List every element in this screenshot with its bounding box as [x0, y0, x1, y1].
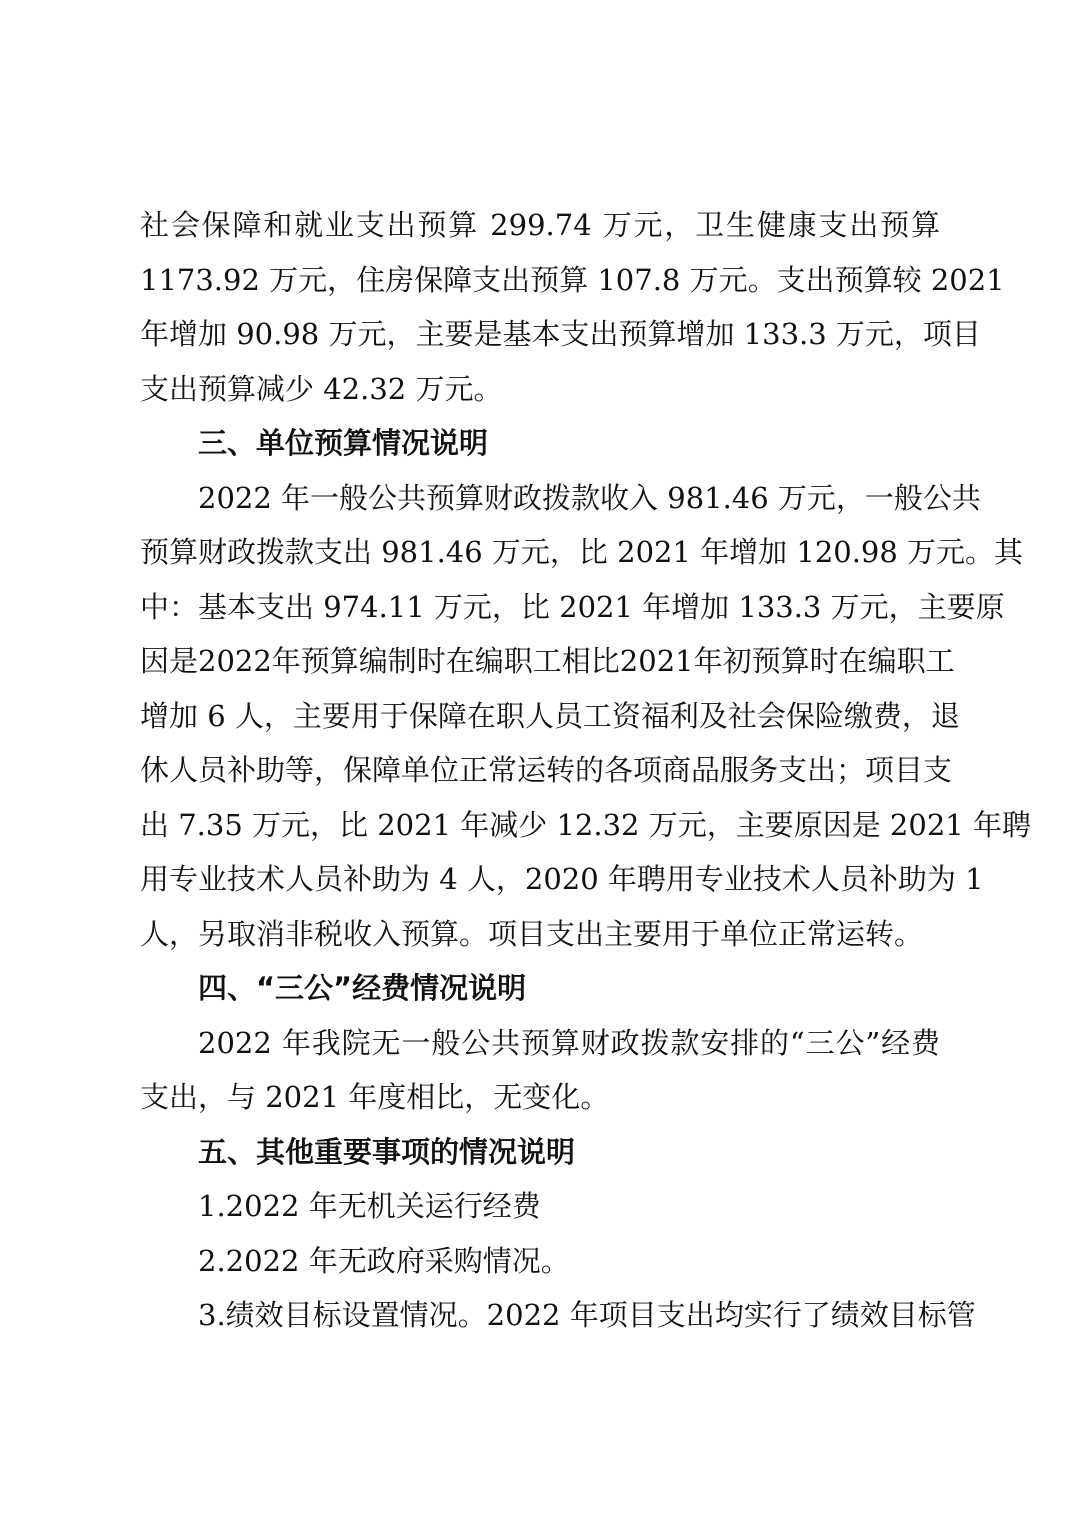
paragraph-line: 人，另取消非税收入预算。项目支出主要用于单位正常运转。	[140, 916, 924, 951]
paragraph-line: 因是2022年预算编制时在编职工相比2021年初预算时在编职工	[140, 644, 955, 678]
paragraph-line: 2022 年一般公共预算财政拨款收入 981.46 万元，一般公共	[198, 480, 981, 515]
list-item: 1.2022 年无机关运行经费	[198, 1189, 541, 1223]
paragraph-line: 用专业技术人员补助为 4 人，2020 年聘用专业技术人员补助为 1	[140, 862, 984, 896]
section-heading-5: 五、其他重要事项的情况说明	[198, 1134, 576, 1169]
paragraph-line: 中：基本支出 974.11 万元，比 2021 年增加 133.3 万元，主要原	[140, 589, 1005, 624]
paragraph-line: 2022 年我院无一般公共预算财政拨款安排的“三公”经费	[198, 1025, 940, 1060]
paragraph-line: 增加 6 人，主要用于保障在职人员工资福利及社会保险缴费，退	[140, 698, 960, 733]
paragraph-line: 休人员补助等，保障单位正常运转的各项商品服务支出；项目支	[140, 753, 953, 787]
section-heading-4: 四、“三公”经费情况说明	[198, 971, 527, 1005]
paragraph-line: 年增加 90.98 万元，主要是基本支出预算增加 133.3 万元，项目	[140, 317, 981, 351]
document-body	[140, 198, 1031, 1343]
paragraph-line: 支出预算减少 42.32 万元。	[140, 371, 503, 406]
paragraph-line: 社会保障和就业支出预算 299.74 万元，卫生健康支出预算	[140, 208, 940, 242]
paragraph-line: 预算财政拨款支出 981.46 万元，比 2021 年增加 120.98 万元。其	[140, 535, 1024, 569]
paragraph-line: 支出，与 2021 年度相比，无变化。	[140, 1080, 610, 1114]
list-item: 3.绩效目标设置情况。2022 年项目支出均实行了绩效目标管	[198, 1298, 976, 1332]
paragraph-line: 1173.92 万元，住房保障支出预算 107.8 万元。支出预算较 2021	[140, 262, 1005, 297]
list-item: 2.2022 年无政府采购情况。	[198, 1243, 570, 1278]
paragraph-line: 出 7.35 万元，比 2021 年减少 12.32 万元，主要原因是 2021 年聘	[140, 807, 1031, 842]
section-heading-3: 三、单位预算情况说明	[198, 426, 489, 460]
